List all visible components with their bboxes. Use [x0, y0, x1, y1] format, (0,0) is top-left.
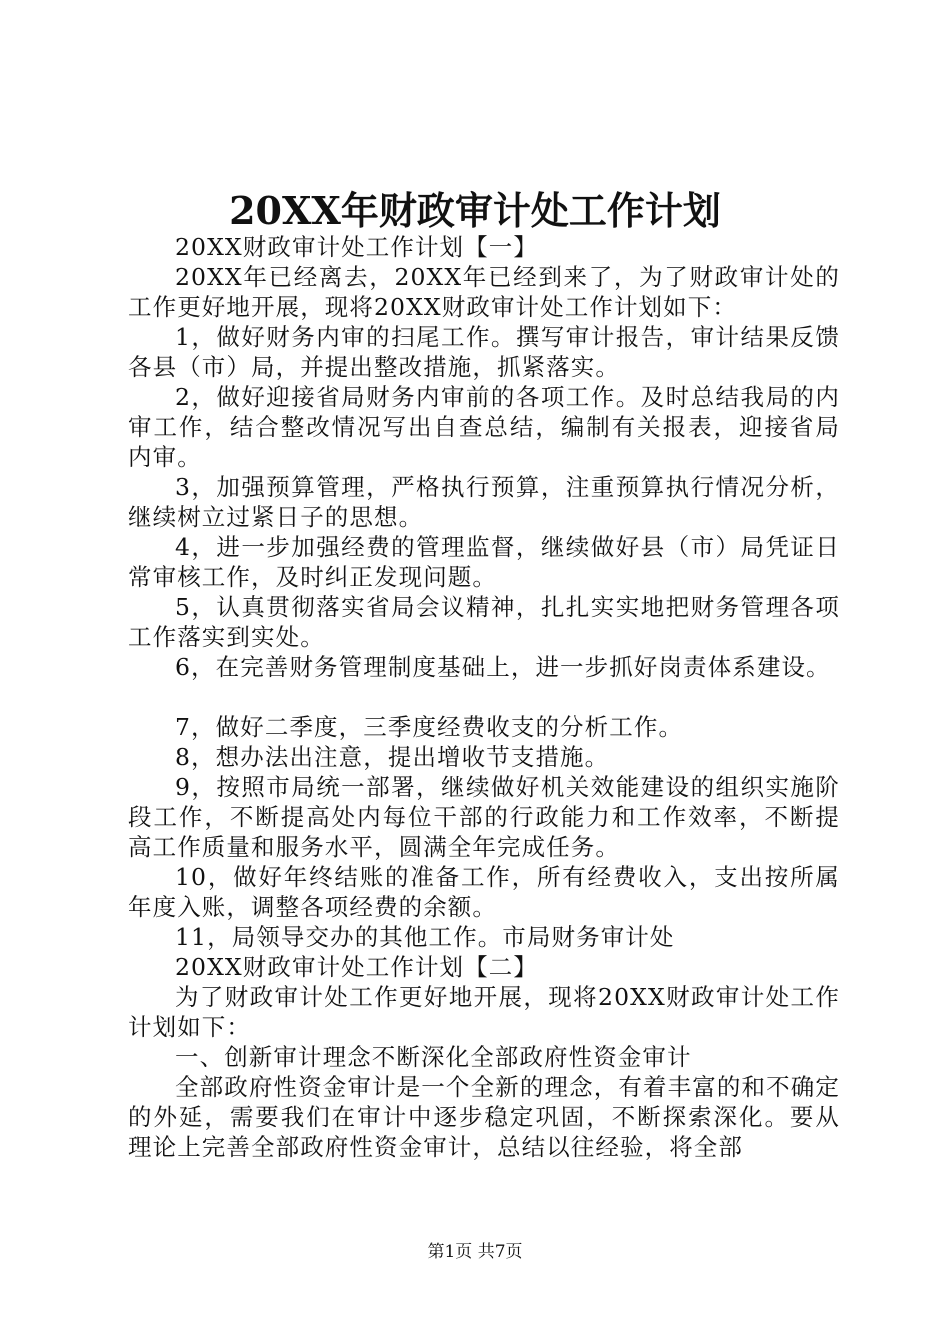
paragraph-item-4: 4，进一步加强经费的管理监督，继续做好县（市）局凭证日常审核工作，及时纠正发现问题。	[128, 533, 840, 591]
paragraph-spacer	[128, 682, 840, 712]
paragraph-item-7: 7，做好二季度，三季度经费收支的分析工作。	[175, 713, 684, 741]
document-body	[128, 232, 840, 1162]
page-title: 20XX年财政审计处工作计划	[229, 188, 721, 233]
paragraph-item-11: 11，局领导交办的其他工作。市局财务审计处	[175, 923, 675, 951]
paragraph-plan-one-heading: 20XX财政审计处工作计划【一】	[175, 233, 538, 261]
paragraph-item-10: 10，做好年终结账的准备工作，所有经费收入，支出按所属年度入账，调整各项经费的余额。	[128, 863, 840, 921]
paragraph-plan-two-intro: 为了财政审计处工作更好地开展，现将20XX财政审计处工作计划如下：	[128, 983, 840, 1041]
paragraph-item-9: 9，按照市局统一部署，继续做好机关效能建设的组织实施阶段工作，不断提高处内每位干部的行政能力和工作效率，不断提高工作质量和服务水平，圆满全年完成任务。	[128, 773, 840, 861]
paragraph-section-body: 全部政府性资金审计是一个全新的理念，有着丰富的和不确定的外延，需要我们在审计中逐步稳定巩固，不断探索深化。要从理论上完善全部政府性资金审计，总结以往经验，将全部	[128, 1073, 840, 1161]
paragraph-item-2: 2，做好迎接省局财务内审前的各项工作。及时总结我局的内审工作，结合整改情况写出自查总结，编制有关报表，迎接省局内审。	[128, 383, 840, 471]
paragraph-item-8: 8，想办法出注意，提出增收节支措施。	[175, 743, 610, 771]
paragraph-intro: 20XX年已经离去，20XX年已经到来了，为了财政审计处的工作更好地开展，现将20XX财政审计处工作计划如下：	[128, 263, 840, 321]
paragraph-item-5: 5，认真贯彻落实省局会议精神，扎扎实实地把财务管理各项工作落实到实处。	[128, 593, 840, 651]
paragraph-plan-two-heading: 20XX财政审计处工作计划【二】	[175, 953, 538, 981]
paragraph-section-heading: 一、创新审计理念不断深化全部政府性资金审计	[175, 1043, 692, 1071]
paragraph-item-1: 1，做好财务内审的扫尾工作。撰写审计报告，审计结果反馈各县（市）局，并提出整改措施，抓紧落实。	[128, 323, 840, 381]
page-number-footer: 第1页 共7页	[427, 1242, 523, 1262]
paragraph-item-3: 3，加强预算管理，严格执行预算，注重预算执行情况分析，继续树立过紧日子的思想。	[128, 473, 840, 531]
paragraph-item-6: 6，在完善财务管理制度基础上，进一步抓好岗责体系建设。	[175, 653, 831, 681]
